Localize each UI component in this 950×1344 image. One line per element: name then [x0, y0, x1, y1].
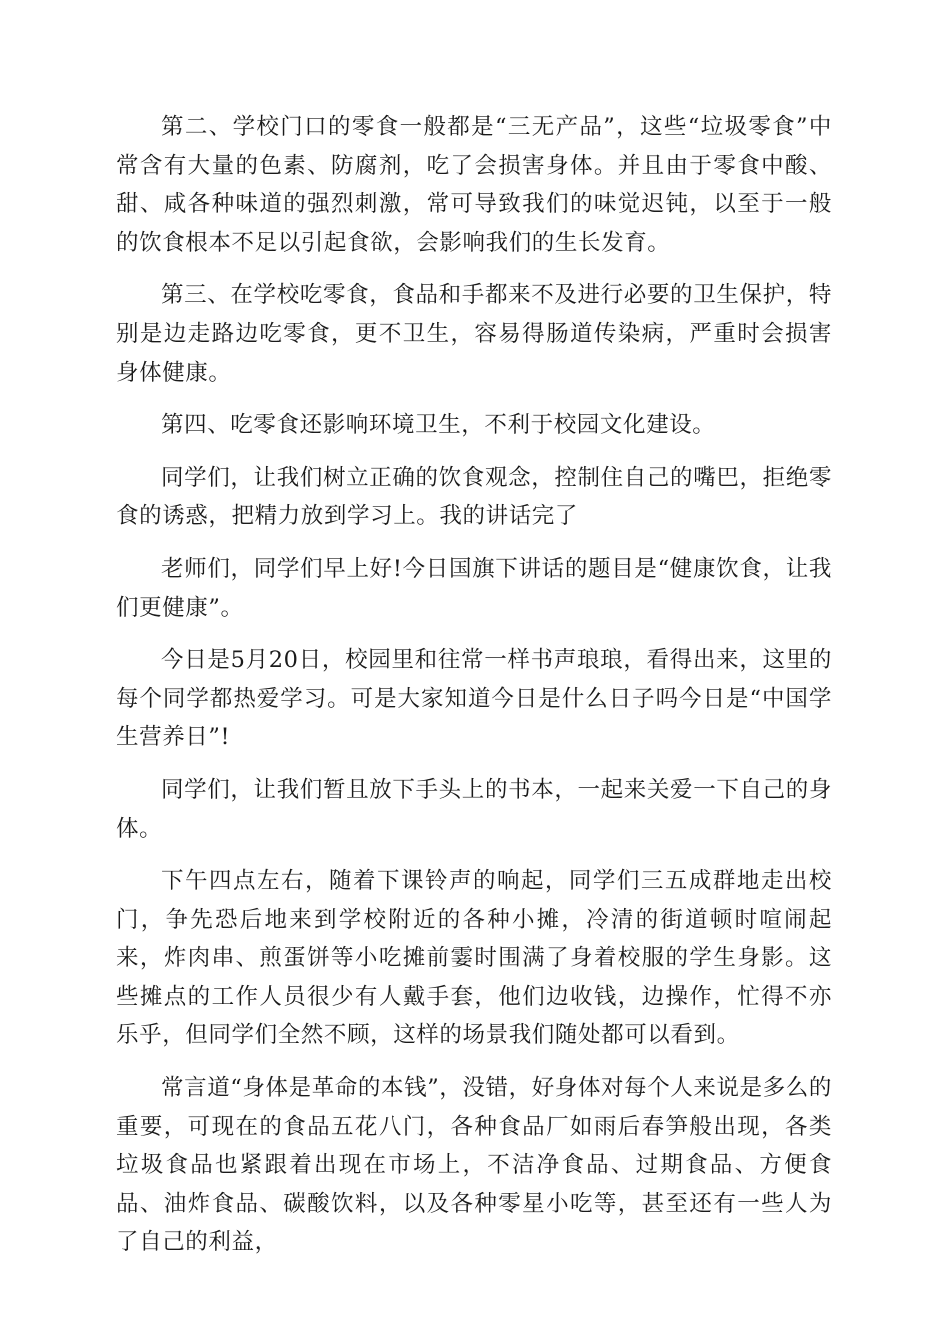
- paragraph-6: 今日是5月20日，校园里和往常一样书声琅琅，看得出来，这里的每个同学都热爱学习。可是大家知道今日是什么日子吗今日是“中国学生营养日”!: [116, 647, 832, 751]
- paragraph-5: 老师们，同学们早上好!今日国旗下讲话的题目是“健康饮食，让我们更健康”。: [116, 555, 832, 621]
- paragraph-1: 第二、学校门口的零食一般都是“三无产品”，这些“垃圾零食”中常含有大量的色素、防腐剂，吃了会损害身体。并且由于零食中酸、甜、咸各种味道的强烈刺激，常可导致我们的味觉迟钝，以至于一般的饮食根本不足以引起食欲，会影响我们的生长发育。: [116, 114, 832, 256]
- paragraph-7: 同学们，让我们暂且放下手头上的书本，一起来关爱一下自己的身体。: [116, 776, 832, 842]
- paragraph-2: 第三、在学校吃零食，食品和手都来不及进行必要的卫生保护，特别是边走路边吃零食，更不卫生，容易得肠道传染病，严重时会损害身体健康。: [116, 282, 832, 386]
- paragraph-3: 第四、吃零食还影响环境卫生，不利于校园文化建设。: [161, 412, 716, 439]
- paragraph-8: 下午四点左右，随着下课铃声的响起，同学们三五成群地走出校门，争先恐后地来到学校附近的各种小摊，冷清的街道顿时喧闹起来，炸肉串、煎蛋饼等小吃摊前霎时围满了身着校服的学生身影。这些摊点的工作人员很少有人戴手套，他们边收钱，边操作，忙得不亦乐乎，但同学们全然不顾，这样的场景我们随处都可以看到。: [116, 868, 832, 1049]
- document-body: [116, 108, 832, 1276]
- paragraph-4: 同学们，让我们树立正确的饮食观念，控制住自己的嘴巴，拒绝零食的诱惑，把精力放到学习上。我的讲话完了: [116, 464, 832, 530]
- paragraph-9: 常言道“身体是革命的本钱”，没错，好身体对每个人来说是多么的重要，可现在的食品五花八门，各种食品厂如雨后春笋般出现，各类垃圾食品也紧跟着出现在市场上，不洁净食品、过期食品、方便食品、油炸食品、碳酸饮料，以及各种零星小吃等，甚至还有一些人为了自己的利益，: [116, 1075, 833, 1256]
